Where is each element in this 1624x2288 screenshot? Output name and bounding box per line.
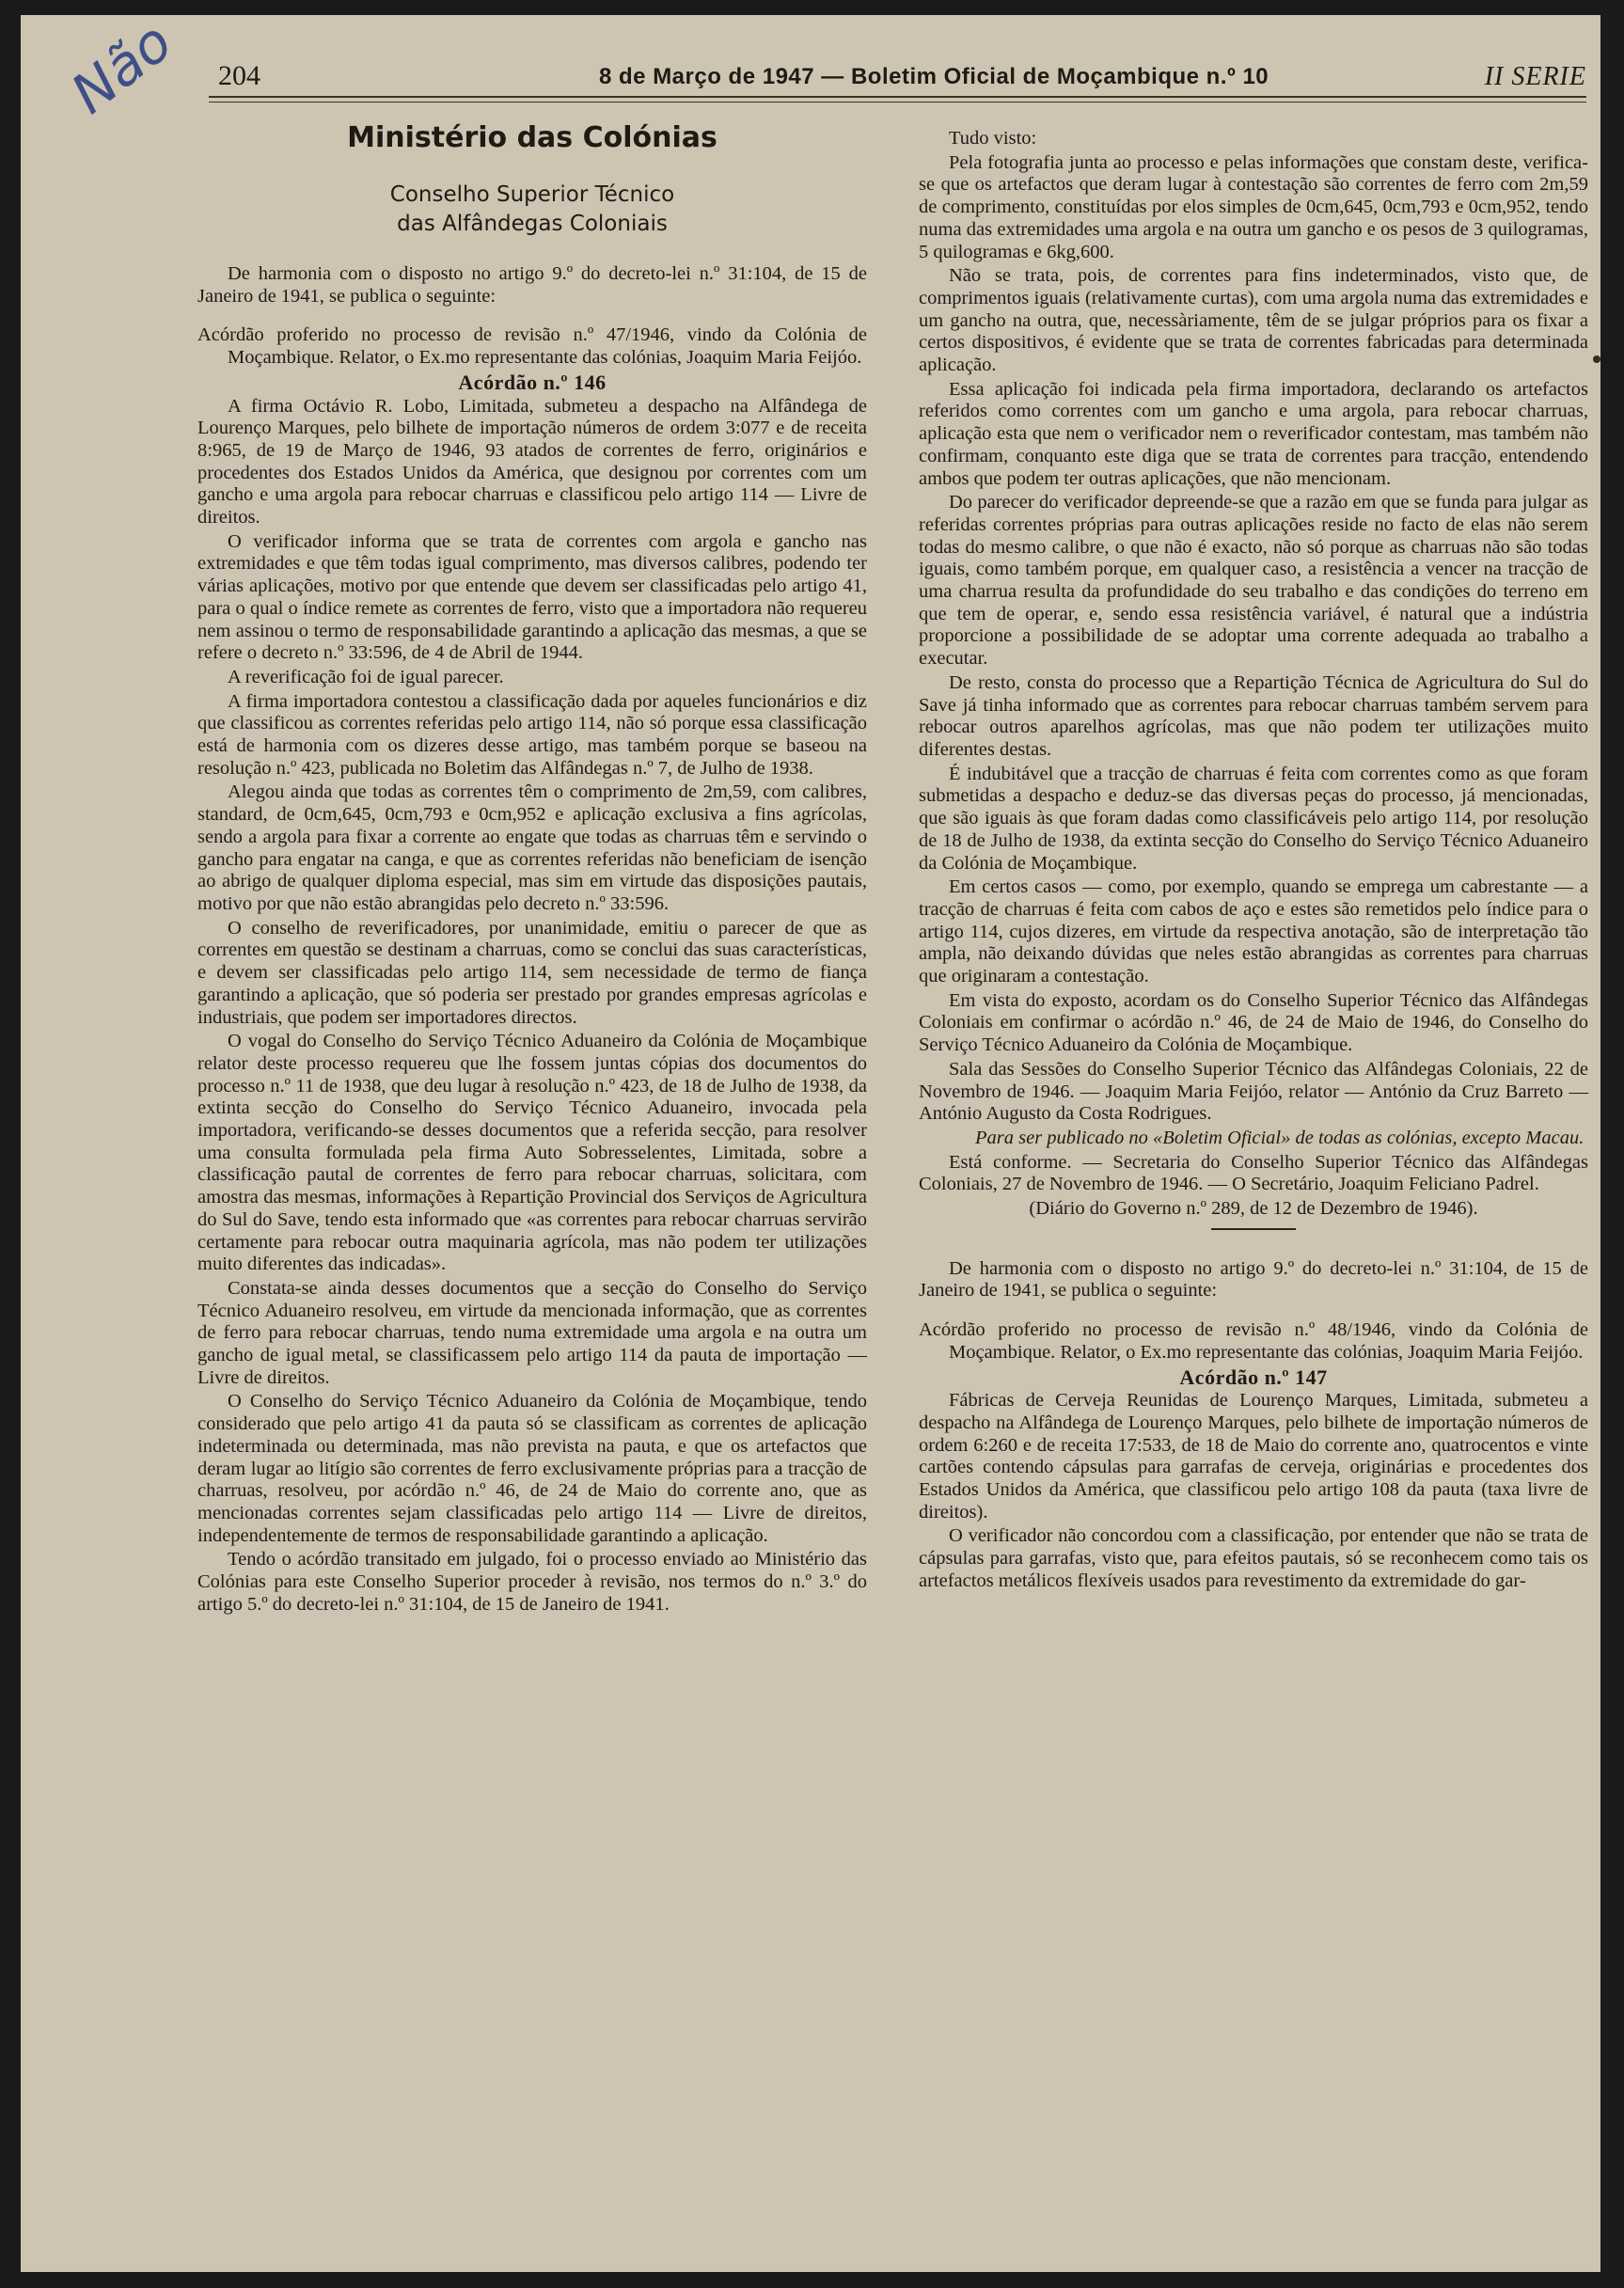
council-title-line1: Conselho Superior Técnico xyxy=(389,182,675,207)
council-title-line2: das Alfândegas Coloniais xyxy=(397,212,668,236)
left-paragraph: O verificador informa que se trata de correntes com argola e gancho nas extremidades e que têm todas igual comprimento, mas diversos calibres, podendo ter várias aplicações, motivo por que entende que devem ser classificadas pelo artigo 41, para o qual o índice remete as correntes de ferro, visto que a importadora não requereu nem assinou o termo de responsabilidade garantindo a aplicação das mesmas, a que se refere o decreto n.º 33:596, de 4 de Abril de 1944. xyxy=(197,530,867,664)
left-paragraph: Tendo o acórdão transitado em julgado, foi o processo enviado ao Ministério das Colónias para este Conselho Superior proceder à revisão, nos termos do n.º 3.º do artigo 5.º do decreto-lei n.º 31:104, de 15 de Janeiro de 1941. xyxy=(197,1549,867,1615)
revision-2-text: Acórdão proferido no processo de revisão n.º 48/1946, vindo da Colónia de Moçambique. Relator, o Ex.mo representante das colónias, Joaquim Maria Feijóo. xyxy=(919,1319,1588,1363)
document-page xyxy=(21,8,1600,2272)
conforme-text: Está conforme. — Secretaria do Conselho Superior Técnico das Alfândegas Coloniais, 27 de Novembro de 1946. — O Secretário, Joaquim Feliciano Padrel. xyxy=(919,1151,1588,1195)
publication-note: Para ser publicado no «Boletim Oficial» de todas as colónias, excepto Macau. xyxy=(975,1127,1585,1148)
preamble-2-text: De harmonia com o disposto no artigo 9.º do decreto-lei n.º 31:104, de 15 de Janeiro de 1941, se publica o seguinte: xyxy=(919,1257,1588,1302)
section-divider xyxy=(1211,1228,1296,1230)
ink-spot xyxy=(1593,355,1600,363)
council-title xyxy=(197,181,867,239)
right-column xyxy=(919,128,1588,1593)
session-signature: Sala das Sessões do Conselho Superior Técnico das Alfândegas Coloniais, 22 de Novembro de 1946. — Joaquim Maria Feijóo, relator — António da Cruz Barreto — António Augusto da Costa Rodrigues. xyxy=(919,1058,1588,1125)
header-title: 8 de Março de 1947 — Boletim Oficial de Moçambique n.º 10 xyxy=(599,64,1269,89)
revision-text: Acórdão proferido no processo de revisão n.º 47/1946, vindo da Colónia de Moçambique. Relator, o Ex.mo representante das colónias, Joaquim Maria Feijóo. xyxy=(197,324,867,369)
preamble-text: De harmonia com o disposto no artigo 9.º do decreto-lei n.º 31:104, de 15 de Janeiro de 1941, se publica o seguinte: xyxy=(197,263,867,307)
right-paragraph: É indubitável que a tracção de charruas é feita com correntes como as que foram submetidas a despacho e deduz-se das diversas peças do processo, já mencionadas, que são iguais às que foram dadas como classificáveis pelo artigo 114, por resolução de 18 de Julho de 1938, da extinta secção do Conselho do Serviço Técnico Aduaneiro da Colónia de Moçambique. xyxy=(919,763,1588,874)
left-paragraph: Constata-se ainda desses documentos que a secção do Conselho do Serviço Técnico Aduaneiro resolveu, em virtude da mencionada informação, que as correntes de ferro para rebocar charruas, tendo numa extremidade uma argola e na outra um gancho de igual metal, se classificassem pelo artigo 114 da pauta de importação — Livre de direitos. xyxy=(197,1277,867,1388)
diario-reference: (Diário do Governo n.º 289, de 12 de Dezembro de 1946). xyxy=(1029,1198,1478,1220)
left-paragraph: A reverificação foi de igual parecer. xyxy=(228,666,504,687)
page-header xyxy=(218,60,1586,98)
left-paragraph: A firma Octávio R. Lobo, Limitada, submeteu a despacho na Alfândega de Lourenço Marques, pelo bilhete de importação números de ordem 3:077 e de receita 8:965, de 19 de Março de 1946, 93 atados de correntes de ferro, originários e procedentes dos Estados Unidos da América, que designou por correntes com um gancho e uma argola para rebocar charruas e classificou pelo artigo 114 — Livre de direitos. xyxy=(197,395,867,529)
left-column xyxy=(197,120,867,1616)
right-paragraph: Em vista do exposto, acordam os do Conselho Superior Técnico das Alfândegas Coloniais em confirmar o acórdão n.º 46, de 24 de Maio de 1946, do Conselho do Serviço Técnico Aduaneiro da Colónia de Moçambique. xyxy=(919,989,1588,1056)
right-paragraph: Do parecer do verificador depreende-se que a razão em que se funda para julgar as referidas correntes próprias para outras aplicações reside no facto de elas não serem todas do mesmo calibre, o que não é exacto, não só porque as charruas não são todas iguais, como também porque, em qualquer caso, a resistência a vencer na tracção de uma charrua resulta da profundidade do seu trabalho e das condições do terreno em que tem de operar, e, sendo essa resistência variável, é natural que a indústria proporcione a possibilidade de se adoptar uma corrente adequada ao trabalho a executar. xyxy=(919,492,1588,670)
right-paragraph: De resto, consta do processo que a Repartição Técnica de Agricultura do Sul do Save já tinha informado que as correntes para rebocar charruas também servem para rebocar outros aparelhos agrícolas, mas que não podem ter utilizações muito diferentes destas. xyxy=(919,671,1588,760)
right-paragraph: Não se trata, pois, de correntes para fins indeterminados, visto que, de comprimentos iguais (relativamente curtas), com uma argola numa das extremidades e um gancho na outra, que, necessàriamente, têm de se julgar próprios para os fixar a certos dispositivos, é evidente que se trata de correntes fabricadas para determinada aplicação. xyxy=(919,265,1588,376)
right-paragraph: Essa aplicação foi indicada pela firma importadora, declarando os artefactos referidos como correntes com um gancho e uma argola, para rebocar charruas, aplicação esta que nem o verificador nem o reverificador contestam, mas também não confirmam, conquanto este diga que se trata de correntes para tracção, entendendo ambos que podem ter outras aplicações, que não mencionam. xyxy=(919,378,1588,489)
left-paragraph: A firma importadora contestou a classificação dada por aqueles funcionários e diz que classificou as correntes referidas pelo artigo 114, não só porque essa classificação está de harmonia com os dizeres desse artigo, mas também porque se baseou na resolução n.º 423, publicada no Boletim das Alfândegas n.º 7, de Julho de 1938. xyxy=(197,690,867,779)
header-rule xyxy=(209,96,1586,98)
right-paragraph-2: Fábricas de Cerveja Reunidas de Lourenço Marques, Limitada, submeteu a despacho na Alfândega de Lourenço Marques, pelo bilhete de importação números de ordem 6:260 e de receita 17:533, de 18 de Maio do corrente ano, quatrocentos e vinte cartões contendo cápsulas para garrafas de cerveja, originárias e procedentes dos Estados Unidos da América, que classificou pelo artigo 108 da pauta (taxa livre de direitos). xyxy=(919,1390,1588,1523)
right-paragraph-2: O verificador não concordou com a classificação, por entender que não se trata de cápsulas para garrafas, visto que, para efeitos pautais, só se reconhecem como tais os artefactos metálicos flexíveis usados para revestimento da extremidade do gar- xyxy=(919,1525,1588,1591)
left-paragraph: Alegou ainda que todas as correntes têm o comprimento de 2m,59, com calibres, standard, de 0cm,645, 0cm,793 e 0cm,952 e aplicação exclusiva a fins agrícolas, sendo a argola para fixar a corrente ao engate que todas as charruas têm e servindo o gancho para engatar na canga, e que as correntes referidas não beneficiam de isenção ao abrigo de qualquer diploma especial, mas sim em virtude das disposições pautais, motivo por que não estão abrangidas pelo decreto n.º 33:596. xyxy=(197,781,867,914)
header-series: II SERIE xyxy=(1484,62,1586,91)
tudo-visto: Tudo visto: xyxy=(949,128,1037,149)
right-paragraph: Pela fotografia junta ao processo e pelas informações que constam deste, verifica-se que os artefactos que deram lugar à contestação são correntes de ferro com 2m,59 de comprimento, constituídas por elos simples de 0cm,645, 0cm,793 e 0cm,952, tendo numa das extremidades uma argola e na outra um gancho e os pesos de 3 quilogramas, 5 quilogramas e 6kg,600. xyxy=(919,151,1588,262)
acordao-147-title: Acórdão n.º 147 xyxy=(1179,1365,1328,1389)
ministry-title: Ministério das Colónias xyxy=(347,121,717,154)
left-paragraph: O vogal do Conselho do Serviço Técnico Aduaneiro da Colónia de Moçambique relator deste processo requereu que lhe fossem juntas cópias dos documentos do processo n.º 11 de 1938, que deu lugar à resolução n.º 423, de 18 de Julho de 1938, da extinta secção do Conselho do Serviço Técnico Aduaneiro, invocada pela importadora, verificando-se desses documentos que a referida secção, para resolver uma consulta formulada pela firma Auto Sobresselentes, Limitada, sobre a classificação pautal de correntes de ferro para rebocar charruas, solicitara, com amostra das mesmas, informações à Repartição Provincial dos Serviços de Agricultura do Sul do Save, tendo esta informado que «as correntes para rebocar charruas servirão certamente para rebocar outra maquinaria agrícola, mas não podem ter utilizações muito diferentes das indicadas». xyxy=(197,1031,867,1275)
left-paragraph: O conselho de reverificadores, por unanimidade, emitiu o parecer de que as correntes em questão se destinam a charruas, como se conclui das suas características, e devem ser classificadas pelo artigo 114, sem necessidade de termo de fiança garantindo a aplicação, que só poderia ser prestado por grandes empresas agrícolas e industriais, que podem ser importadores directos. xyxy=(197,917,867,1028)
handwritten-note: Não xyxy=(59,8,184,127)
right-paragraph: Em certos casos — como, por exemplo, quando se emprega um cabrestante — a tracção de charruas é feita com cabos de aço e estes são remetidos pelo índice para o artigo 114, cujos dizeres, em virtude da respectiva anotação, são de interpretação tão ampla, não deixando dúvidas que neles estão abrangidas as correntes para charruas que originaram a contestação. xyxy=(919,876,1588,987)
page-number: 204 xyxy=(218,60,260,91)
left-paragraph: O Conselho do Serviço Técnico Aduaneiro da Colónia de Moçambique, tendo considerado que pelo artigo 41 da pauta só se classificam as correntes de aplicação indeterminada ou determinada, mas não prevista na pauta, e que os artefactos que deram lugar ao litígio são correntes de ferro exclusivamente próprias para a tracção de charruas, resolveu, por acórdão n.º 46, de 24 de Maio do corrente ano, que as mencionadas correntes sejam classificadas pelo artigo 114 — Livre de direitos, independentemente de termos de responsabilidade garantindo a aplicação. xyxy=(197,1391,867,1546)
acordao-146-title: Acórdão n.º 146 xyxy=(458,370,607,394)
header-rule-thin xyxy=(209,102,1586,103)
